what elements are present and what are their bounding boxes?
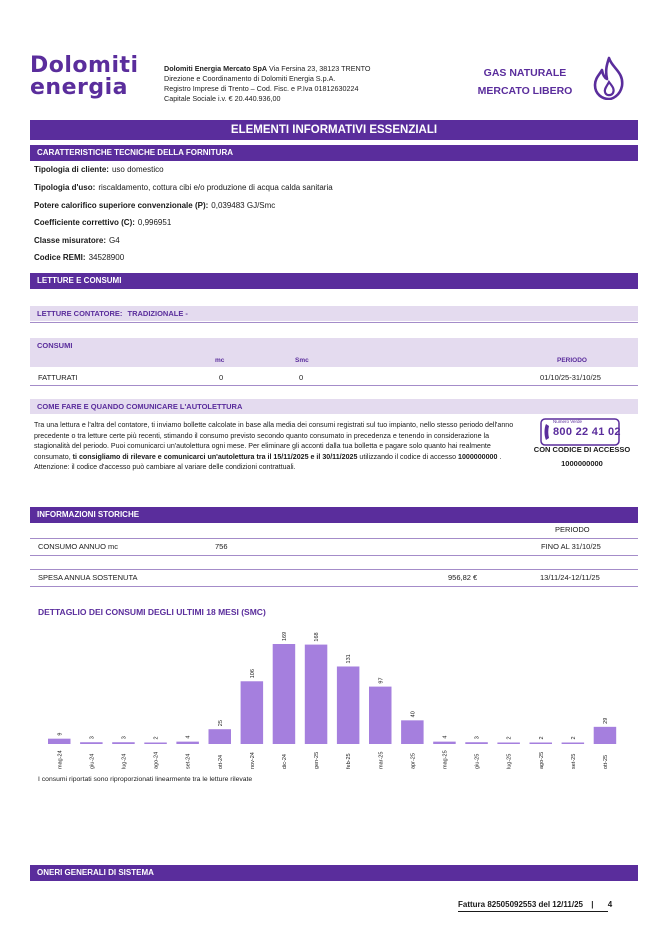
chart-bar	[48, 739, 71, 744]
chart-value-label: 2	[570, 736, 577, 740]
consumption-bar-chart	[30, 620, 630, 775]
access-code: 1000000000	[561, 459, 603, 468]
chart-category-label: apr-25	[410, 753, 417, 769]
divider	[30, 385, 638, 386]
field-row	[34, 183, 333, 193]
main-banner: ELEMENTI INFORMATIVI ESSENZIALI	[30, 120, 638, 140]
gas-label	[460, 64, 590, 100]
consumi-header-row	[30, 353, 638, 367]
chart-category-label: mag-25	[442, 750, 449, 769]
divider	[30, 538, 638, 539]
autolettura-text-part1: Tra una lettura e l'altra del contatore, ti inviamo bollette calcolate in base alla media dei consumi registrati sul tuo impianto, nello stesso periodo dell'anno precedente o tra letture certe più recenti, stimando il consumo previsto secondo quanto consumato in precedenza e tenendo in considerazione la stagionalità del periodo. Puoi comunicarci un'autolettura ogni mese. Per eliminare gli acconti dalla tua bolletta e pagare solo quanto hai realmente consumato,	[34, 421, 514, 461]
gas-line2: MERCATO LIBERO	[477, 85, 573, 97]
chart-bar	[530, 743, 553, 745]
chart-category-label: nov-24	[249, 752, 256, 769]
chart-bar	[562, 743, 585, 745]
consumi-row-periodo: 01/10/25-31/10/25	[540, 373, 601, 382]
letture-value: TRADIZIONALE -	[127, 309, 188, 318]
chart-value-label: 2	[538, 736, 545, 740]
field-value: uso domestico	[111, 165, 164, 174]
chart-bar	[401, 720, 424, 744]
chart-value-label: 4	[185, 735, 192, 739]
logo-line1: Dolomiti	[30, 53, 139, 78]
field-row	[34, 218, 171, 228]
section-letture: LETTURE E CONSUMI	[30, 273, 638, 289]
field-key: Tipologia d'uso:	[34, 183, 96, 192]
autolettura-text	[34, 420, 524, 473]
divider	[30, 322, 638, 323]
chart-value-label: 168	[314, 632, 321, 642]
flame-icon	[590, 56, 628, 100]
chart-value-label: 3	[89, 736, 96, 740]
autolettura-text-part3: . Attenzione: il codice d'accesso può cambiare al variare delle condizioni contrattuali.	[34, 452, 502, 471]
chart-value-label: 3	[121, 736, 128, 740]
chart-category-label: feb-25	[346, 753, 353, 769]
storiche-row2-value: 956,82 €	[448, 573, 478, 582]
footer	[458, 900, 612, 909]
chart-bar	[594, 727, 617, 744]
company-logo	[30, 55, 150, 99]
consumi-title: CONSUMI	[30, 338, 638, 353]
company-info	[164, 64, 424, 104]
field-key: Classe misuratore:	[34, 236, 107, 245]
field-value: 0,996951	[137, 218, 172, 227]
footer-separator: |	[591, 900, 594, 909]
chart-bar	[465, 742, 488, 744]
field-row	[34, 253, 124, 263]
chart-bar	[176, 742, 199, 744]
chart-value-label: 97	[378, 677, 385, 684]
chart-bar	[209, 729, 232, 744]
storiche-row1-label: CONSUMO ANNUO mc	[38, 542, 119, 551]
gas-line1: GAS NATURALE	[483, 67, 567, 79]
company-line4: Capitale Sociale i.v. € 20.440.936,00	[164, 94, 281, 103]
field-key: Tipologia di cliente:	[34, 165, 109, 174]
chart-bar	[144, 743, 167, 745]
chart-category-label: set-24	[185, 753, 192, 769]
chart-note: I consumi riportati sono riproporzionati linearmente tra le letture rilevate	[38, 776, 253, 783]
chart-category-label: gen-25	[314, 751, 321, 769]
chart-category-label: ott-24	[217, 754, 224, 769]
access-title: CON CODICE DI ACCESSO	[533, 445, 631, 454]
field-value: G4	[109, 236, 120, 245]
chart-bar	[80, 742, 103, 744]
company-line3: Registro Imprese di Trento – Cod. Fisc. e P.Iva 01812630224	[164, 84, 359, 93]
chart-value-label: 25	[217, 720, 224, 727]
chart-category-label: giu-24	[89, 753, 96, 769]
logo-line2: energia	[30, 75, 128, 100]
chart-category-label: ott-25	[602, 754, 609, 769]
chart-value-label: 40	[410, 711, 417, 718]
chart-category-label: ago-25	[538, 751, 545, 769]
consumi-row-mc: 0	[219, 373, 224, 382]
section-storiche: INFORMAZIONI STORICHE	[30, 507, 638, 523]
field-value: 34528900	[88, 253, 125, 262]
chart-bar	[241, 681, 264, 744]
storiche-row2-periodo: 13/11/24-12/11/25	[540, 573, 600, 582]
field-key: Coefficiente correttivo (C):	[34, 218, 135, 227]
chart-value-label: 169	[281, 631, 288, 641]
field-row	[34, 236, 120, 246]
chart-category-label: lug-24	[121, 753, 128, 769]
header	[30, 52, 630, 108]
chart-value-label: 131	[346, 654, 353, 664]
footer-invoice: Fattura 82505092553 del 12/11/25	[458, 900, 583, 909]
storiche-row1-periodo: FINO AL 31/10/25	[541, 542, 601, 551]
chart-category-label: mag-24	[57, 750, 64, 769]
autolettura-text-bold: ti consigliamo di rilevare e comunicarci un'autolettura tra il 15/11/2025 e il 30/11/2025	[72, 452, 358, 461]
chart-category-label: mar-25	[378, 751, 385, 769]
phone-label: Numero Verde	[553, 419, 583, 424]
chart-value-label: 4	[442, 735, 449, 739]
footer-page: 4	[607, 900, 613, 909]
chart-category-label: giu-25	[474, 753, 481, 769]
chart-category-label: lug-25	[506, 753, 513, 769]
chart-title: DETTAGLIO DEI CONSUMI DEGLI ULTIMI 18 MESI (SMC)	[38, 607, 266, 617]
chart-value-label: 106	[249, 669, 256, 679]
consumi-row-label: FATTURATI	[38, 373, 78, 382]
phone-number[interactable]: 800 22 41 02	[553, 426, 621, 438]
chart-bar	[369, 687, 392, 744]
consumi-col-mc: mc	[215, 357, 225, 364]
footer-underline	[458, 911, 608, 912]
chart-category-label: ago-24	[153, 751, 160, 769]
chart-bar	[273, 644, 296, 744]
section-oneri: ONERI GENERALI DI SISTEMA	[30, 865, 638, 881]
chart-value-label: 9	[57, 732, 64, 736]
field-key: Potere calorifico superiore convenzionale (P):	[34, 201, 209, 210]
letture-label: LETTURE CONTATORE:	[37, 309, 123, 318]
letture-sub-bar	[30, 306, 638, 321]
chart-bar	[433, 742, 456, 744]
chart-value-label: 3	[474, 736, 481, 740]
autolettura-text-part2: utilizzando il codice di accesso	[357, 452, 458, 461]
divider	[30, 586, 638, 587]
divider	[30, 555, 638, 556]
chart-value-label: 2	[506, 736, 513, 740]
field-value: riscaldamento, cottura cibi e/o produzione di acqua calda sanitaria	[98, 183, 333, 192]
chart-bar	[497, 743, 520, 745]
chart-value-label: 29	[602, 717, 609, 724]
chart-bar	[337, 666, 360, 744]
field-row	[34, 201, 275, 211]
autolettura-title: COME FARE E QUANDO COMUNICARE L'AUTOLETTURA	[30, 399, 638, 414]
section-caratteristiche: CARATTERISTICHE TECNICHE DELLA FORNITURA	[30, 145, 638, 161]
company-name: Dolomiti Energia Mercato SpA	[164, 64, 268, 73]
storiche-row1-value: 756	[215, 542, 228, 551]
chart-category-label: dic-24	[281, 754, 288, 769]
consumi-row-smc: 0	[299, 373, 304, 382]
chart-bar	[112, 742, 135, 744]
chart-bar	[305, 645, 328, 744]
company-line2: Direzione e Coordinamento di Dolomiti Energia S.p.A.	[164, 74, 336, 83]
field-value: 0,039483 GJ/Smc	[211, 201, 276, 210]
consumi-col-periodo: PERIODO	[557, 357, 587, 364]
storiche-row2-label: SPESA ANNUA SOSTENUTA	[38, 573, 138, 582]
company-address: Via Fersina 23, 38123 TRENTO	[269, 64, 371, 73]
consumi-col-smc: Smc	[295, 357, 309, 364]
field-key: Codice REMI:	[34, 253, 86, 262]
chart-value-label: 2	[153, 736, 160, 740]
divider	[30, 569, 638, 570]
field-row	[34, 165, 164, 175]
chart-category-label: set-25	[570, 753, 577, 769]
autolettura-text-code: 1000000000	[458, 452, 498, 461]
storiche-col-periodo: PERIODO	[555, 525, 590, 534]
